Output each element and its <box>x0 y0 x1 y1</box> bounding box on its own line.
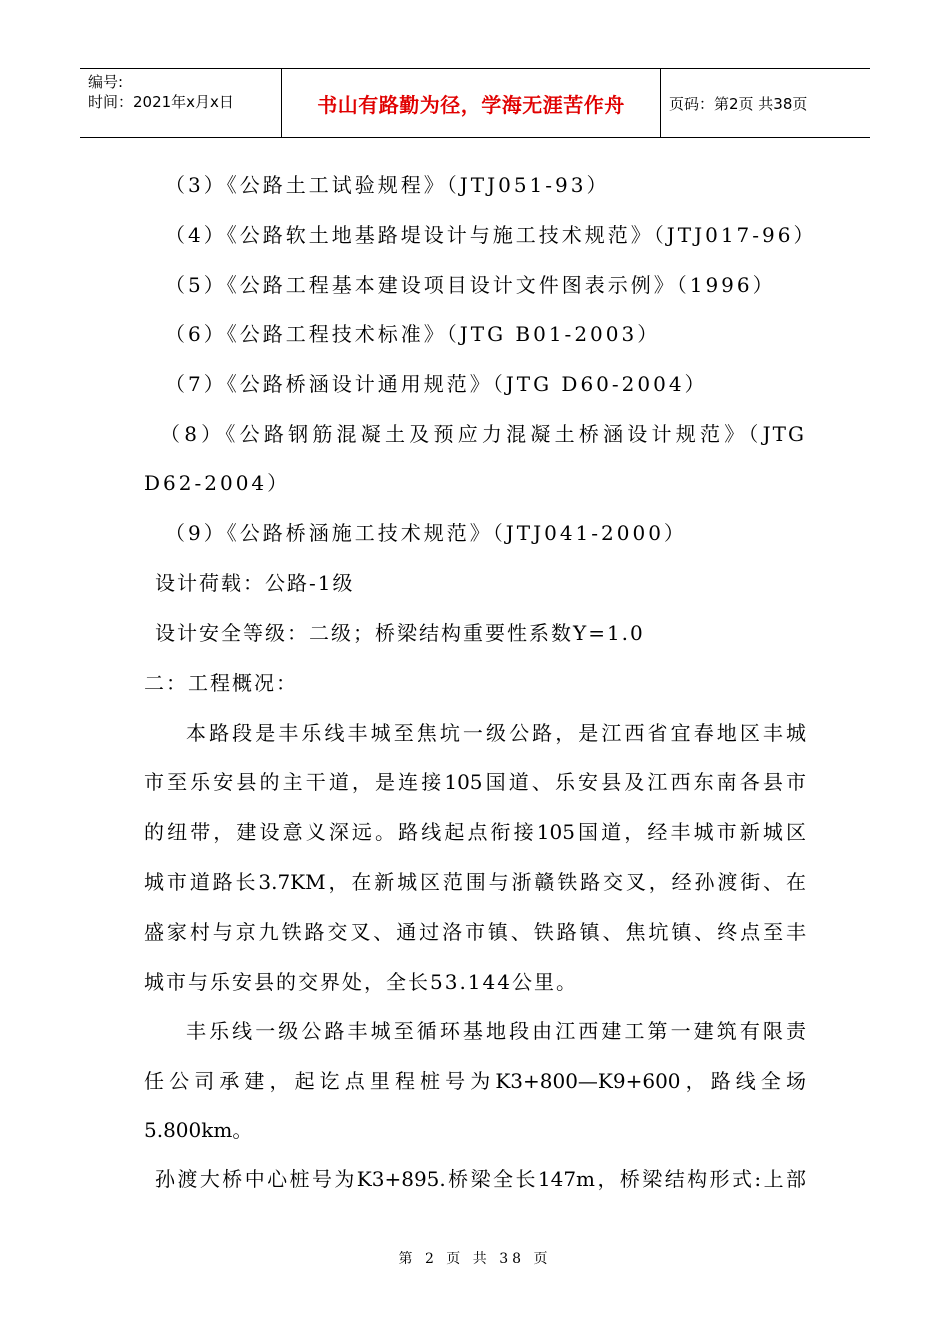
reference-item: （5）《公路工程基本建设项目设计文件图表示例》（1996） <box>165 273 776 297</box>
reference-item: （4）《公路软土地基路堤设计与施工技术规范》（JTJ017-96） <box>165 223 817 247</box>
safety-level: 设计安全等级：二级；桥梁结构重要性系数Y=1.0 <box>155 621 645 645</box>
paragraph-line: 本路段是丰乐线丰城至焦坑一级公路，是江西省宜春地区丰城 <box>186 721 806 745</box>
paragraph-line: 丰乐线一级公路丰城至循环基地段由江西建工第一建筑有限责 <box>186 1019 806 1043</box>
header-motto: 书山有路勤为径，学海无涯苦作舟 <box>282 69 661 137</box>
paragraph-line: 市至乐安县的主干道，是连接105国道、乐安县及江西东南各县市 <box>144 770 806 794</box>
paragraph-line: 孙渡大桥中心桩号为K3+895.桥梁全长147m，桥梁结构形式:上部 <box>155 1167 806 1191</box>
paragraph-line: 的纽带，建设意义深远。路线起点衔接105国道，经丰城市新城区 <box>144 820 806 844</box>
paragraph-line: 任公司承建，起讫点里程桩号为K3+800—K9+600，路线全场 <box>144 1069 806 1093</box>
reference-item: （7）《公路桥涵设计通用规范》（JTG D60-2004） <box>165 372 708 396</box>
header-page-info: 页码：第2页 共38页 <box>669 94 808 113</box>
reference-item: （3）《公路土工试验规程》（JTJ051-93） <box>165 173 610 197</box>
page-header <box>80 68 870 138</box>
section-title: 二：工程概况： <box>144 671 298 695</box>
paragraph-line: 盛家村与京九铁路交叉、通过洛市镇、铁路镇、焦坑镇、终点至丰 <box>144 920 806 944</box>
reference-item: （9）《公路桥涵施工技术规范》（JTJ041-2000） <box>165 521 687 545</box>
reference-item: （8）《公路钢筋混凝土及预应力混凝土桥涵设计规范》（JTG <box>160 422 806 446</box>
header-number: 编号: <box>88 73 124 91</box>
paragraph-line: 5.800km。 <box>144 1118 253 1142</box>
paragraph-line: 城市与乐安县的交界处，全长53.144公里。 <box>144 970 578 994</box>
page-footer: 第 2 页 共 38 页 <box>398 1251 552 1267</box>
design-load: 设计荷载：公路-1级 <box>155 571 355 595</box>
reference-item-continued: D62-2004） <box>144 471 291 495</box>
reference-item: （6）《公路工程技术标准》（JTG B01-2003） <box>165 322 661 346</box>
header-meta <box>80 69 282 137</box>
header-time: 时间：2021年x月x日 <box>88 93 234 111</box>
paragraph-line: 城市道路长3.7KM，在新城区范围与浙赣铁路交叉，经孙渡街、在 <box>144 870 806 894</box>
